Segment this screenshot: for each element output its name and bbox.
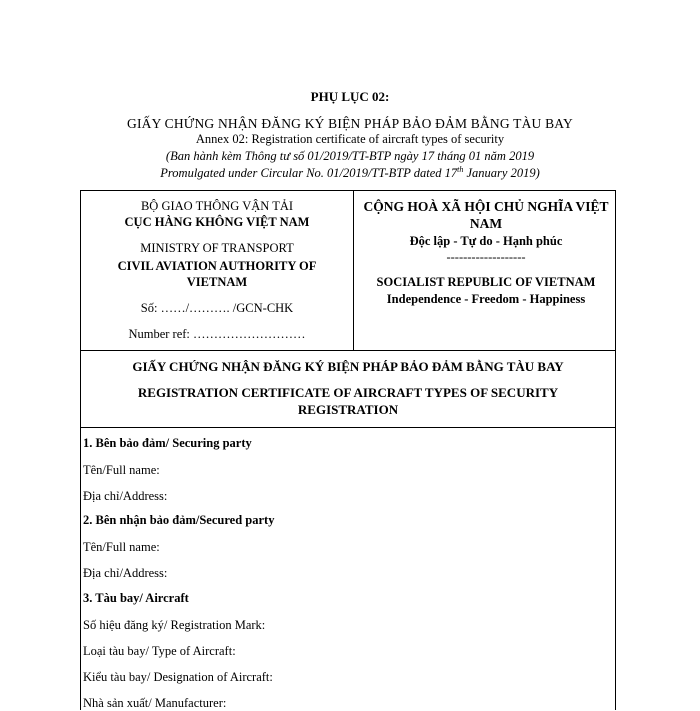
column-divider — [353, 191, 354, 351]
authority-en-line2: VIETNAM — [186, 275, 248, 289]
section-secured-party: 2. Bên nhận bảo đảm/Secured party — [83, 513, 275, 527]
annex-heading: PHỤ LỤC 02: — [310, 89, 390, 104]
motto-divider: ------------------- — [446, 250, 526, 264]
authority-en-line1: CIVIL AVIATION AUTHORITY OF — [117, 259, 317, 273]
certificate-title-en-line1: REGISTRATION CERTIFICATE OF AIRCRAFT TYPES OF SECURITY — [137, 385, 559, 400]
secured-address-field: Địa chỉ/Address: — [83, 566, 168, 580]
motto-vi: Độc lập - Tự do - Hạnh phúc — [409, 234, 563, 248]
secured-name-field: Tên/Full name: — [83, 540, 160, 554]
document-number-en: Number ref: ……………………… — [128, 327, 306, 341]
row-divider — [81, 350, 615, 351]
manufacturer-field: Nhà sản xuất/ Manufacturer: — [83, 696, 227, 710]
ministry-en: MINISTRY OF TRANSPORT — [140, 241, 294, 255]
section-securing-party: 1. Bên bảo đảm/ Securing party — [83, 436, 252, 450]
securing-address-field: Địa chỉ/Address: — [83, 489, 168, 503]
annex-title-vi: GIẤY CHỨNG NHẬN ĐĂNG KÝ BIỆN PHÁP BẢO ĐẢM BẰNG TÀU BAY — [127, 116, 573, 131]
republic-vi-line1: CỘNG HOÀ XÃ HỘI CHỦ NGHĨA VIỆT — [363, 199, 609, 214]
section-aircraft: 3. Tàu bay/ Aircraft — [83, 591, 189, 605]
ministry-vi: BỘ GIAO THÔNG VẬN TẢI — [140, 199, 294, 213]
issued-note-en: Promulgated under Circular No. 01/2019/TT-BTP dated 17th January 2019) — [160, 165, 540, 181]
securing-name-field: Tên/Full name: — [83, 463, 160, 477]
motto-en: Independence - Freedom - Happiness — [386, 292, 586, 306]
certificate-title-vi: GIẤY CHỨNG NHẬN ĐĂNG KÝ BIỆN PHÁP BẢO ĐẢM BẰNG TÀU BAY — [132, 359, 564, 374]
row-divider — [81, 427, 615, 428]
certificate-title-en-line2: REGISTRATION — [297, 402, 399, 417]
certificate-table — [80, 190, 616, 710]
aircraft-designation-field: Kiểu tàu bay/ Designation of Aircraft: — [83, 670, 273, 684]
issued-note-vi: (Ban hành kèm Thông tư số 01/2019/TT-BTP ngày 17 tháng 01 năm 2019 — [165, 149, 535, 163]
republic-vi-line2: NAM — [469, 216, 503, 231]
republic-en: SOCIALIST REPUBLIC OF VIETNAM — [376, 275, 596, 289]
annex-title-en: Annex 02: Registration certificate of aircraft types of security — [195, 132, 505, 146]
aircraft-type-field: Loại tàu bay/ Type of Aircraft: — [83, 644, 236, 658]
registration-mark-field: Số hiệu đăng ký/ Registration Mark: — [83, 618, 266, 632]
authority-vi: CỤC HÀNG KHÔNG VIỆT NAM — [124, 215, 310, 229]
document-number-vi: Số: ……/………. /GCN-CHK — [140, 301, 294, 315]
